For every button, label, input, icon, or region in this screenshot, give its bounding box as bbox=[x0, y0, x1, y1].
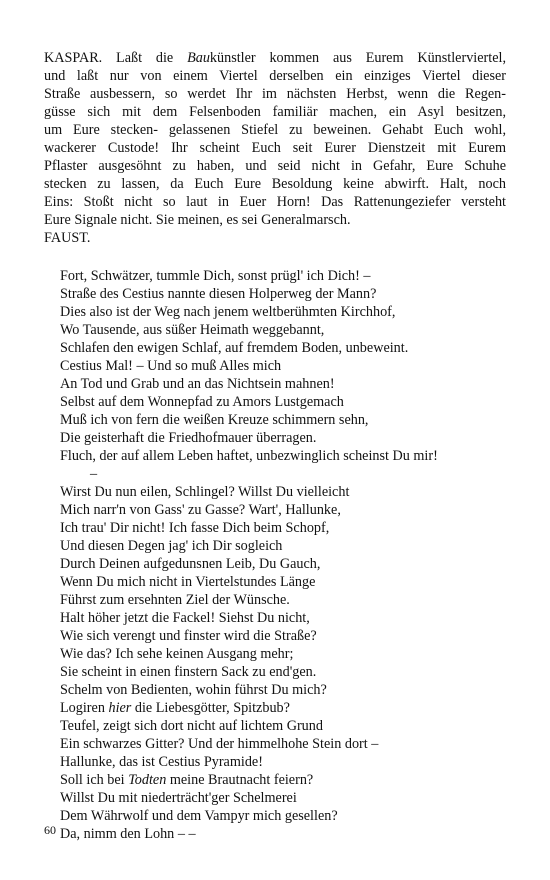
prose-line: Straße ausbessern, so werdet Ihr im nächsten Herbst, wenn die Regen- bbox=[44, 86, 506, 102]
verse-line: An Tod und Grab und an das Nichtsein mahnen! bbox=[60, 376, 335, 392]
verse-line: Da, nimm den Lohn – – bbox=[60, 826, 196, 842]
verse-line: Fort, Schwätzer, tummle Dich, sonst prügl' ich Dich! – bbox=[60, 268, 371, 284]
verse-line: Ein schwarzes Gitter? Und der himmelhohe Stein dort – bbox=[60, 736, 379, 752]
verse-line: Willst Du mit niederträcht'ger Schelmerei bbox=[60, 790, 297, 806]
verse-line: Cestius Mal! – Und so muß Alles mich bbox=[60, 358, 282, 374]
prose-text: künstler kommen aus Eurem Künstlerviertel, bbox=[209, 50, 506, 66]
verse-line bbox=[60, 699, 510, 717]
verse-line: Muß ich von fern die weißen Kreuze schimmern sehn, bbox=[60, 412, 369, 428]
prose-line: stecken zu lassen, da Euch Eure Besoldung keine abwirft. Halt, noch bbox=[44, 176, 506, 192]
verse-text: meine Brautnacht feiern? bbox=[166, 772, 314, 788]
page-number: 60 bbox=[44, 823, 56, 837]
verse-line bbox=[60, 771, 510, 789]
verse-line: Mich narr'n von Gass' zu Gasse? Wart', Hallunke, bbox=[60, 502, 341, 518]
prose-line: Pflaster ausgesöhnt zu haben, und seid nicht in Gefahr, Eure Schuhe bbox=[44, 158, 506, 174]
speaker-kaspar-text: KASPAR. Laßt die bbox=[44, 50, 188, 66]
verse-line: Ich trau' Dir nicht! Ich fasse Dich beim Schopf, bbox=[60, 520, 330, 536]
verse-line: Wie das? Ich sehe keinen Ausgang mehr; bbox=[60, 646, 294, 662]
verse-line: Durch Deinen aufgedunsnen Leib, Du Gauch, bbox=[60, 556, 321, 572]
prose-line bbox=[44, 49, 506, 67]
prose-line: um Eure stecken- gelassenen Stiefel zu beweinen. Gehabt Euch wohl, bbox=[44, 122, 506, 138]
verse-line: Schlafen den ewigen Schlaf, auf fremdem Boden, unbeweint. bbox=[60, 340, 409, 356]
verse-text: Soll ich bei bbox=[60, 772, 129, 788]
verse-line: Wie sich verengt und finster wird die Straße? bbox=[60, 628, 317, 644]
verse-line: Hallunke, das ist Cestius Pyramide! bbox=[60, 754, 263, 770]
verse-text: die Liebesgötter, Spitzbub? bbox=[131, 700, 290, 716]
verse-line-continuation: – bbox=[90, 466, 98, 482]
verse-line: Führst zum ersehnten Ziel der Wünsche. bbox=[60, 592, 290, 608]
verse-line: Dem Währwolf und dem Vampyr mich gesellen? bbox=[60, 808, 338, 824]
verse-text: Logiren bbox=[60, 700, 109, 716]
verse-line: Fluch, der auf allem Leben haftet, unbezwinglich scheinst Du mir! bbox=[60, 448, 438, 464]
verse-line: Sie scheint in einen finstern Sack zu end'gen. bbox=[60, 664, 317, 680]
verse-line: Wirst Du nun eilen, Schlingel? Willst Du vielleicht bbox=[60, 484, 350, 500]
emphasis-text: Bau bbox=[187, 50, 210, 66]
prose-line: Eins: Stoßt nicht so laut in Euer Horn! Das Rattenungeziefer versteht bbox=[44, 194, 506, 210]
prose-line: wackerer Custode! Ihr scheint Euch seit Eurer Dienstzeit mit Eurem bbox=[44, 140, 506, 156]
prose-line: Eure Signale nicht. Sie meinen, es sei Generalmarsch. bbox=[44, 212, 351, 228]
speaker-faust: FAUST. bbox=[44, 230, 91, 246]
emphasis-text: hier bbox=[108, 700, 132, 716]
kaspar-speech bbox=[44, 49, 506, 247]
verse-line: Dies also ist der Weg nach jenem weltberühmten Kirchhof, bbox=[60, 304, 396, 320]
verse-line: Schelm von Bedienten, wohin führst Du mich? bbox=[60, 682, 327, 698]
prose-line: und laßt nur von einem Viertel derselben ein einziges Viertel dieser bbox=[44, 68, 506, 84]
verse-line: Halt höher jetzt die Fackel! Siehst Du nicht, bbox=[60, 610, 310, 626]
verse-line: Teufel, zeigt sich dort nicht auf lichtem Grund bbox=[60, 718, 323, 734]
verse-line: Selbst auf dem Wonnepfad zu Amors Lustgemach bbox=[60, 394, 344, 410]
verse-line: Die geisterhaft die Friedhofmauer überragen. bbox=[60, 430, 317, 446]
verse-line: Wenn Du mich nicht in Viertelstundes Länge bbox=[60, 574, 316, 590]
prose-line: güsse sich mit dem Felsenboden familiär machen, ein Asyl besitzen, bbox=[44, 104, 506, 120]
verse-line: Wo Tausende, aus süßer Heimath weggebannt, bbox=[60, 322, 325, 338]
emphasis-text: Todten bbox=[128, 772, 167, 788]
verse-line: Straße des Cestius nannte diesen Holperweg der Mann? bbox=[60, 286, 377, 302]
verse-line: Und diesen Degen jag' ich Dir sogleich bbox=[60, 538, 283, 554]
faust-verse bbox=[60, 267, 510, 843]
